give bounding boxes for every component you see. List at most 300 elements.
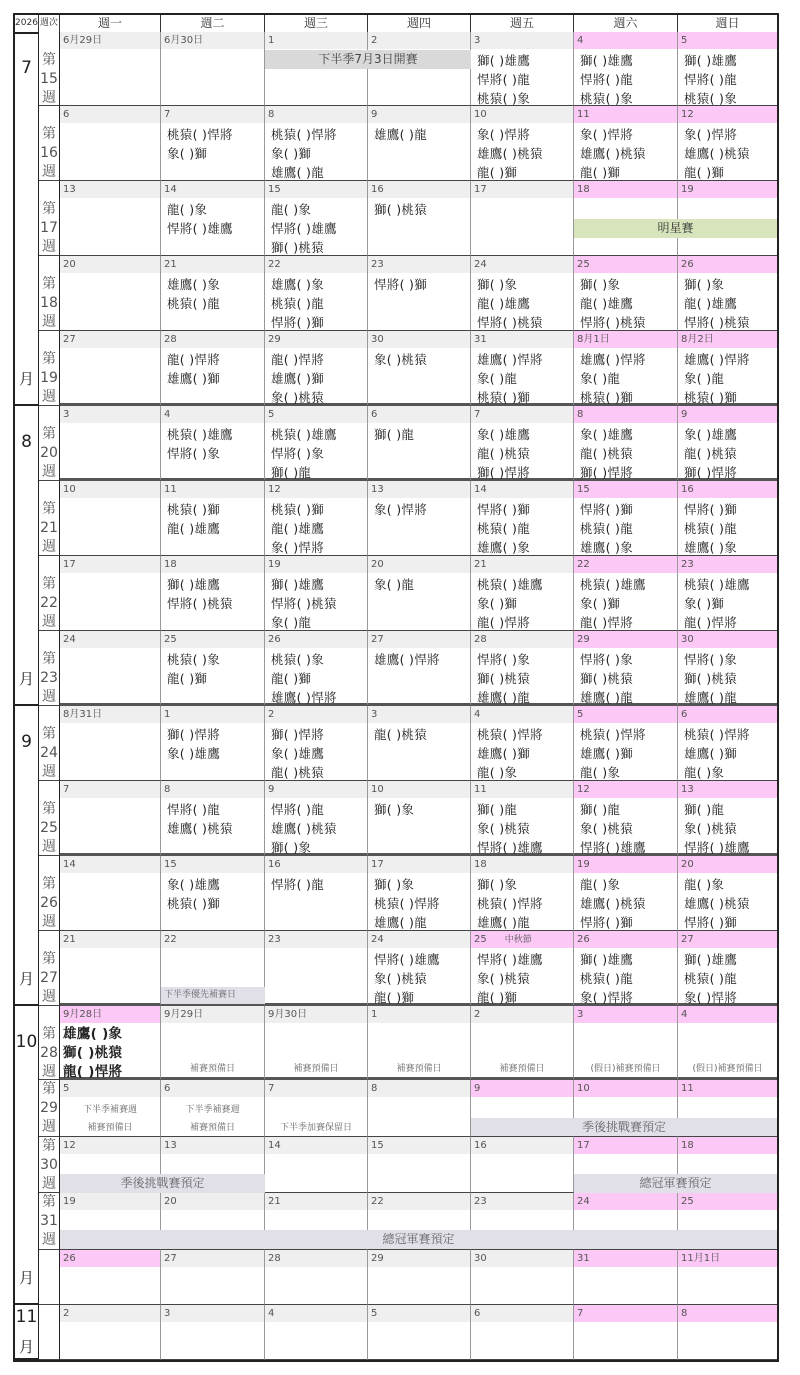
week-label-part: 週: [42, 314, 56, 330]
day-cell[interactable]: [368, 706, 471, 781]
date-number: 21: [268, 1196, 281, 1207]
day-cell[interactable]: [471, 1137, 574, 1193]
matchup: 桃猿( )獅: [580, 390, 634, 405]
reserve-day-note: 補賽預備日: [189, 1123, 235, 1133]
matchup: 桃猿( )悍將: [374, 896, 440, 911]
day-cell[interactable]: [368, 331, 471, 406]
day-cell[interactable]: [678, 406, 777, 481]
matchup: 桃猿( )象: [580, 91, 634, 106]
game-list: [471, 348, 573, 407]
day-cell[interactable]: [265, 106, 368, 181]
day-cell[interactable]: [368, 1305, 471, 1360]
day-cell[interactable]: [161, 1080, 265, 1137]
date-number: 16: [474, 1140, 487, 1151]
day-cell[interactable]: [60, 106, 161, 181]
date-label: [368, 1193, 470, 1210]
week-label-part: 週: [42, 839, 56, 855]
date-label: [265, 1193, 367, 1210]
day-cell[interactable]: [678, 856, 777, 931]
date-label: [678, 781, 777, 798]
day-cell[interactable]: [574, 706, 678, 781]
matchup: 悍將( )雄鷹: [580, 840, 646, 855]
week-label-part: 18: [40, 295, 58, 311]
week-label-part: 第: [42, 126, 56, 142]
week-label-part: 週: [42, 90, 56, 106]
matchup: 獅( )象: [477, 877, 518, 892]
game-list: [471, 873, 573, 932]
day-cell[interactable]: [368, 32, 471, 106]
date-label: [471, 256, 573, 273]
day-cell[interactable]: [574, 931, 678, 1006]
day-cell[interactable]: [265, 1250, 368, 1305]
date-label: [60, 181, 160, 198]
week-label-part: 22: [40, 595, 58, 611]
date-label: [265, 856, 367, 873]
day-cell[interactable]: [471, 706, 574, 781]
matchup: 獅( )桃猿: [477, 671, 531, 686]
day-cell[interactable]: [265, 856, 368, 931]
game-list: [574, 273, 677, 332]
day-cell[interactable]: [265, 631, 368, 706]
matchup: 象( )獅: [684, 596, 725, 611]
matchup: 桃猿( )象: [684, 91, 738, 106]
week-label-part: 週: [42, 389, 56, 405]
day-cell[interactable]: [368, 1250, 471, 1305]
matchup: 象( )桃猿: [271, 390, 325, 405]
matchup: 獅( )雄鷹: [477, 53, 531, 68]
date-number: 14: [63, 859, 76, 870]
day-cell[interactable]: [574, 481, 678, 556]
date-number: 10: [474, 109, 487, 120]
matchup: 雄鷹( )桃猿: [684, 146, 750, 161]
date-number: 31: [474, 334, 487, 345]
week-label-part: 週: [42, 764, 56, 780]
date-label: [161, 106, 264, 123]
day-cell[interactable]: [60, 1006, 161, 1080]
day-cell[interactable]: [60, 931, 161, 1006]
matchup: 獅( )悍將: [477, 465, 531, 480]
date-label: [678, 1080, 777, 1097]
date-label: [368, 1080, 470, 1097]
date-label: [368, 181, 470, 198]
day-cell[interactable]: [471, 181, 574, 256]
date-label: [574, 1006, 677, 1023]
day-cell[interactable]: [161, 1006, 265, 1080]
matchup: 雄鷹( )象: [580, 540, 634, 555]
date-number: 8: [371, 1083, 378, 1094]
day-cell[interactable]: [574, 556, 678, 631]
day-cell[interactable]: [60, 181, 161, 256]
date-number: 26: [681, 259, 694, 270]
date-label: [574, 931, 677, 948]
game-list: [574, 573, 677, 632]
day-cell[interactable]: [60, 406, 161, 481]
date-label: [265, 32, 367, 49]
day-cell[interactable]: [60, 1080, 161, 1137]
matchup: 龍( )雄鷹: [271, 521, 325, 536]
day-cell[interactable]: [574, 406, 678, 481]
day-cell[interactable]: [471, 1006, 574, 1080]
week-label: [39, 781, 60, 856]
day-cell[interactable]: [368, 256, 471, 331]
matchup: 悍將( )雄鷹: [271, 221, 337, 236]
day-cell[interactable]: [60, 331, 161, 406]
week-label-part: 27: [40, 970, 58, 986]
week-label-part: 24: [40, 745, 58, 761]
matchup: 龍( )悍將: [580, 615, 634, 630]
date-number: 10: [577, 1083, 590, 1094]
month-suffix: 月: [18, 1269, 34, 1287]
day-cell[interactable]: [265, 1006, 368, 1080]
matchup: 龍( )象: [271, 202, 312, 217]
day-cell[interactable]: [471, 556, 574, 631]
date-number: 18: [164, 559, 177, 570]
matchup: 獅( )象: [374, 877, 415, 892]
date-label: [368, 481, 470, 498]
day-cell[interactable]: [60, 1250, 161, 1305]
date-label: [161, 481, 264, 498]
day-cell[interactable]: [265, 406, 368, 481]
day-cell[interactable]: [678, 631, 777, 706]
date-number: 15: [164, 859, 177, 870]
game-list: [265, 348, 367, 407]
week-label: [39, 1137, 60, 1193]
matchup: 雄鷹( )桃猿: [477, 146, 543, 161]
day-cell[interactable]: [678, 931, 777, 1006]
day-cell[interactable]: [265, 556, 368, 631]
date-label: [161, 1137, 264, 1154]
month-suffix: 月: [18, 970, 34, 988]
date-label: [161, 1193, 264, 1210]
day-cell[interactable]: [161, 781, 265, 856]
matchup: 獅( )雄鷹: [271, 577, 325, 592]
game-list: [471, 573, 573, 632]
date-number: 19: [63, 1196, 76, 1207]
day-cell[interactable]: [265, 331, 368, 406]
week-label-part: 26: [40, 895, 58, 911]
week-label: [39, 1305, 60, 1360]
day-cell[interactable]: [161, 706, 265, 781]
game-list: [574, 423, 677, 482]
date-label: [60, 706, 160, 723]
day-cell[interactable]: [60, 256, 161, 331]
day-cell[interactable]: [574, 331, 678, 406]
week-label-part: 第: [42, 1194, 56, 1210]
date-label: [368, 256, 470, 273]
day-cell[interactable]: [471, 406, 574, 481]
day-cell[interactable]: [161, 406, 265, 481]
matchup: 象( )悍將: [271, 540, 325, 555]
week-label-part: 21: [40, 520, 58, 536]
day-cell[interactable]: [368, 781, 471, 856]
day-cell[interactable]: [368, 106, 471, 181]
week-label-part: 第: [42, 276, 56, 292]
day-cell[interactable]: [471, 32, 574, 106]
day-cell[interactable]: [368, 631, 471, 706]
matchup: 獅( )悍將: [684, 465, 738, 480]
day-cell[interactable]: [471, 256, 574, 331]
date-number: 4: [681, 1009, 688, 1020]
matchup: 雄鷹( )桃猿: [580, 146, 646, 161]
date-number: 6: [63, 109, 70, 120]
date-number: 18: [577, 184, 590, 195]
day-cell[interactable]: [678, 1250, 777, 1305]
matchup: 悍將( )龍: [271, 877, 325, 892]
date-number: 23: [371, 259, 384, 270]
matchup: 龍( )象: [580, 877, 621, 892]
game-list: [368, 123, 470, 144]
date-label: [574, 556, 677, 573]
matchup: 桃猿( )象: [477, 91, 531, 106]
weekday-header: 週一: [60, 15, 161, 34]
reserve-day-note: 下半季加賽保留日: [279, 1123, 352, 1133]
week-label-part: 第: [42, 52, 56, 68]
date-number: 15: [577, 484, 590, 495]
day-cell[interactable]: [368, 481, 471, 556]
date-number: 14: [268, 1140, 281, 1151]
day-cell[interactable]: [574, 781, 678, 856]
matchup: 悍將( )象: [477, 652, 531, 667]
date-number: 12: [681, 109, 694, 120]
matchup: 悍將( )象: [167, 446, 221, 461]
day-cell[interactable]: [678, 556, 777, 631]
date-label: [368, 1250, 470, 1267]
month-label: [15, 32, 39, 406]
day-cell[interactable]: [471, 631, 574, 706]
day-cell[interactable]: [471, 931, 574, 1006]
day-cell[interactable]: [678, 256, 777, 331]
day-cell[interactable]: [161, 106, 265, 181]
date-label: [60, 781, 160, 798]
day-cell[interactable]: [368, 556, 471, 631]
day-cell[interactable]: [265, 181, 368, 256]
matchup: 獅( )象: [684, 277, 725, 292]
day-cell[interactable]: [368, 856, 471, 931]
day-cell[interactable]: [161, 556, 265, 631]
week-label-part: 第: [42, 501, 56, 517]
date-label: [60, 1250, 160, 1267]
date-number: 4: [577, 35, 584, 46]
day-cell[interactable]: [574, 856, 678, 931]
day-cell[interactable]: [471, 481, 574, 556]
matchup: 龍( )象: [167, 202, 208, 217]
week-label-part: 16: [40, 145, 58, 161]
game-list: [161, 348, 264, 388]
day-cell[interactable]: [678, 106, 777, 181]
day-cell[interactable]: [574, 256, 678, 331]
day-cell[interactable]: [574, 106, 678, 181]
game-list: [471, 498, 573, 557]
reserve-day-note: (假日)補賽預備日: [692, 1064, 763, 1074]
day-cell[interactable]: [161, 256, 265, 331]
day-cell[interactable]: [471, 1305, 574, 1360]
date-number: 15: [371, 1140, 384, 1151]
day-cell[interactable]: [265, 481, 368, 556]
matchup: 悍將( )象: [684, 652, 738, 667]
day-cell[interactable]: [471, 331, 574, 406]
date-number: 11: [474, 784, 487, 795]
day-cell[interactable]: [161, 856, 265, 931]
date-label: [574, 856, 677, 873]
day-cell[interactable]: [678, 32, 777, 106]
matchup: 獅( )桃猿: [684, 671, 738, 686]
date-number: 7: [577, 1308, 584, 1319]
day-cell[interactable]: [678, 331, 777, 406]
week-label-part: 29: [40, 1100, 58, 1116]
day-cell[interactable]: [678, 1006, 777, 1080]
date-label: [678, 856, 777, 873]
week-label-part: 週: [42, 689, 56, 705]
day-cell[interactable]: [368, 406, 471, 481]
game-list: [368, 798, 470, 819]
month-number: 10: [15, 1032, 38, 1052]
day-cell[interactable]: [471, 781, 574, 856]
matchup: 桃猿( )獅: [167, 502, 221, 517]
date-number: 17: [474, 184, 487, 195]
date-number: 8: [577, 409, 584, 420]
month-suffix: 月: [18, 1338, 34, 1356]
day-cell[interactable]: [60, 631, 161, 706]
week-label-part: 第: [42, 1138, 56, 1154]
date-number: 28: [268, 1253, 281, 1264]
day-cell[interactable]: [60, 856, 161, 931]
day-cell[interactable]: [678, 1305, 777, 1360]
day-cell[interactable]: [574, 32, 678, 106]
matchup: 悍將( )龍: [580, 72, 634, 87]
day-cell[interactable]: [471, 1250, 574, 1305]
matchup: 桃猿( )龍: [271, 296, 325, 311]
day-cell[interactable]: [161, 631, 265, 706]
day-cell[interactable]: [265, 781, 368, 856]
date-label: [265, 1006, 367, 1023]
day-cell[interactable]: [265, 1305, 368, 1360]
date-number: 29: [371, 1253, 384, 1264]
week-label: [39, 1006, 60, 1080]
game-list: [161, 198, 264, 238]
matchup: 象( )獅: [167, 146, 208, 161]
day-cell[interactable]: [161, 32, 265, 106]
day-cell[interactable]: [60, 32, 161, 106]
schedule-calendar: [13, 13, 779, 1362]
day-cell[interactable]: [574, 1250, 678, 1305]
game-list: [60, 1023, 160, 1082]
date-number: 25: [164, 634, 177, 645]
date-number: 27: [164, 1253, 177, 1264]
date-number: 2: [371, 35, 378, 46]
day-cell[interactable]: [678, 706, 777, 781]
date-number: 29: [577, 634, 590, 645]
day-cell[interactable]: [265, 931, 368, 1006]
day-cell[interactable]: [265, 1137, 368, 1193]
matchup: 象( )獅: [477, 596, 518, 611]
day-cell[interactable]: [368, 1080, 471, 1137]
day-cell[interactable]: [60, 556, 161, 631]
week-label: [39, 1080, 60, 1137]
game-list: [678, 948, 777, 1007]
day-cell[interactable]: [161, 331, 265, 406]
matchup: 桃猿( )悍將: [167, 127, 233, 142]
day-cell[interactable]: [368, 931, 471, 1006]
day-cell[interactable]: [574, 631, 678, 706]
matchup: 獅( )象: [271, 840, 312, 855]
day-cell[interactable]: [60, 481, 161, 556]
date-number: 5: [681, 35, 688, 46]
day-cell[interactable]: [574, 1006, 678, 1080]
day-cell[interactable]: [574, 1305, 678, 1360]
game-list: [265, 873, 367, 894]
date-label: [678, 106, 777, 123]
matchup: 桃猿( )悍將: [477, 727, 543, 742]
date-label: [471, 406, 573, 423]
day-cell[interactable]: [60, 781, 161, 856]
day-cell[interactable]: [161, 1305, 265, 1360]
week-label-part: 第: [42, 1026, 56, 1042]
day-cell[interactable]: [60, 706, 161, 781]
matchup: 雄鷹( )桃猿: [271, 821, 337, 836]
day-cell[interactable]: [368, 1006, 471, 1080]
matchup: 雄鷹( )象: [477, 540, 531, 555]
date-label: [60, 631, 160, 648]
date-number: 25: [474, 934, 487, 945]
date-number: 22: [164, 934, 177, 945]
matchup: 獅( )龍: [477, 802, 518, 817]
day-cell[interactable]: [265, 256, 368, 331]
day-cell[interactable]: [678, 481, 777, 556]
game-list: [678, 348, 777, 407]
date-number: 7: [164, 109, 171, 120]
day-cell[interactable]: [161, 1250, 265, 1305]
day-cell[interactable]: [60, 1305, 161, 1360]
matchup: 龍( )悍將: [167, 352, 221, 367]
matchup: 象( )龍: [271, 615, 312, 630]
date-number: 5: [371, 1308, 378, 1319]
matchup: 雄鷹( )龍: [271, 165, 325, 180]
day-cell[interactable]: [368, 1137, 471, 1193]
date-label: [471, 1193, 573, 1210]
day-cell[interactable]: [265, 32, 368, 106]
date-number: 9: [268, 784, 275, 795]
matchup: 桃猿( )獅: [684, 390, 738, 405]
matchup: 象( )雄鷹: [477, 427, 531, 442]
weekday-header: 週六: [574, 15, 678, 34]
date-label: [678, 331, 777, 348]
day-cell[interactable]: [471, 106, 574, 181]
day-cell[interactable]: [161, 481, 265, 556]
date-number: 6: [164, 1083, 171, 1094]
day-cell[interactable]: [368, 181, 471, 256]
week-label-part: 第: [42, 876, 56, 892]
week-label: [39, 406, 60, 481]
date-number: 11: [164, 484, 177, 495]
day-cell[interactable]: [265, 1080, 368, 1137]
date-label: [161, 631, 264, 648]
matchup: 象( )龍: [374, 577, 415, 592]
date-number: 16: [371, 184, 384, 195]
day-cell[interactable]: [471, 856, 574, 931]
date-number: 8: [164, 784, 171, 795]
date-number: 10: [371, 784, 384, 795]
matchup: 悍將( )獅: [580, 915, 634, 930]
matchup: 龍( )桃猿: [580, 446, 634, 461]
matchup: 桃猿( )龍: [580, 971, 634, 986]
day-cell[interactable]: [161, 181, 265, 256]
day-cell[interactable]: [265, 706, 368, 781]
matchup: 龍( )悍將: [63, 1064, 123, 1080]
game-list: [574, 49, 677, 108]
matchup: 象( )桃猿: [580, 821, 634, 836]
date-number: 13: [681, 784, 694, 795]
day-cell[interactable]: [678, 781, 777, 856]
